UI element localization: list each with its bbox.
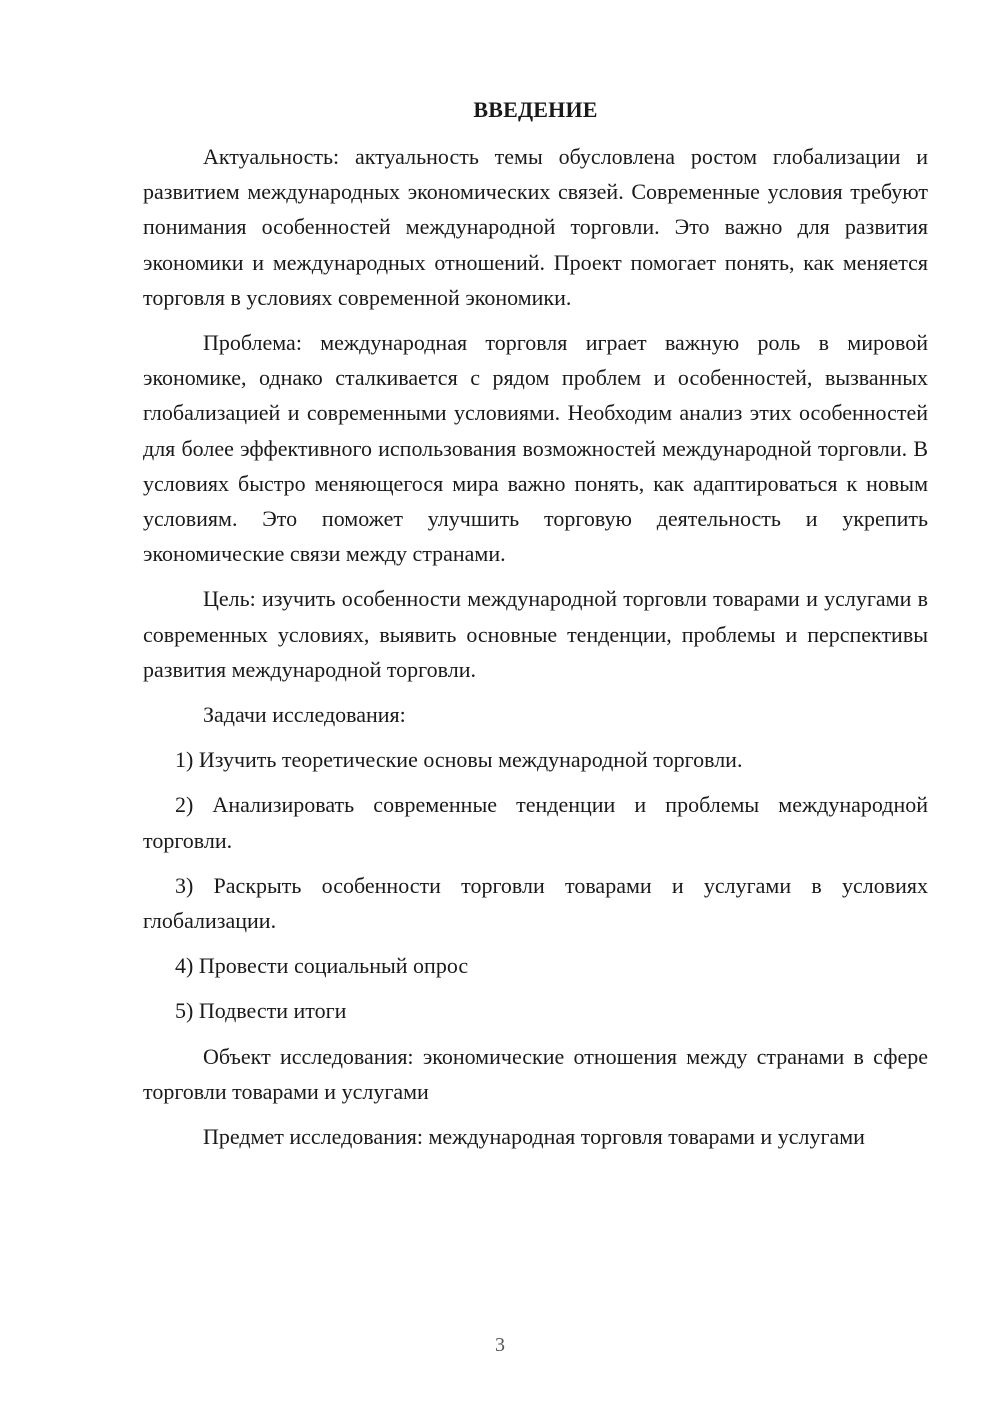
paragraph-goal: Цель: изучить особенности международной торговли товарами и услугами в современных условиях, выявить основные тенденции, проблемы и перспективы развития международной торговли. [143,586,928,682]
page-number: 3 [495,1334,505,1356]
paragraph-problem: Проблема: международная торговля играет важную роль в мировой экономике, однако сталкивается с рядом проблем и особенностей, вызванных глобализацией и современными условиями. Необходим анализ этих особенностей для более эффективного использования возможностей международной торговли. В условиях быстро меняющегося мира важно понять, как адаптироваться к новым условиям. Это поможет улучшить торговую деятельность и укрепить экономические связи между странами. [143,330,928,567]
paragraph-relevance: Актуальность: актуальность темы обусловлена ростом глобализации и развитием международных экономических связей. Современные условия требуют понимания особенностей международной торговли. Это важно для развития экономики и международных отношений. Проект помогает понять, как меняется торговля в условиях современной экономики. [143,144,928,310]
paragraph-object: Объект исследования: экономические отношения между странами в сфере торговли товарами и услугами [143,1043,928,1104]
list-item: 1) Изучить теоретические основы международной торговли. [175,747,743,773]
list-item: 5) Подвести итоги [175,998,347,1024]
list-item: 4) Провести социальный опрос [175,953,469,979]
tasks-title: Задачи исследования: [203,702,406,728]
tasks-list [143,742,928,1028]
document-page [143,92,928,1154]
section-heading: ВВЕДЕНИЕ [473,97,598,122]
list-item: 2) Анализировать современные тенденции и проблемы международной торговли. [143,792,928,853]
list-item: 3) Раскрыть особенности торговли товарами и услугами в условиях глобализации. [143,872,928,934]
paragraph-subject: Предмет исследования: международная торговля товарами и услугами [203,1124,865,1150]
